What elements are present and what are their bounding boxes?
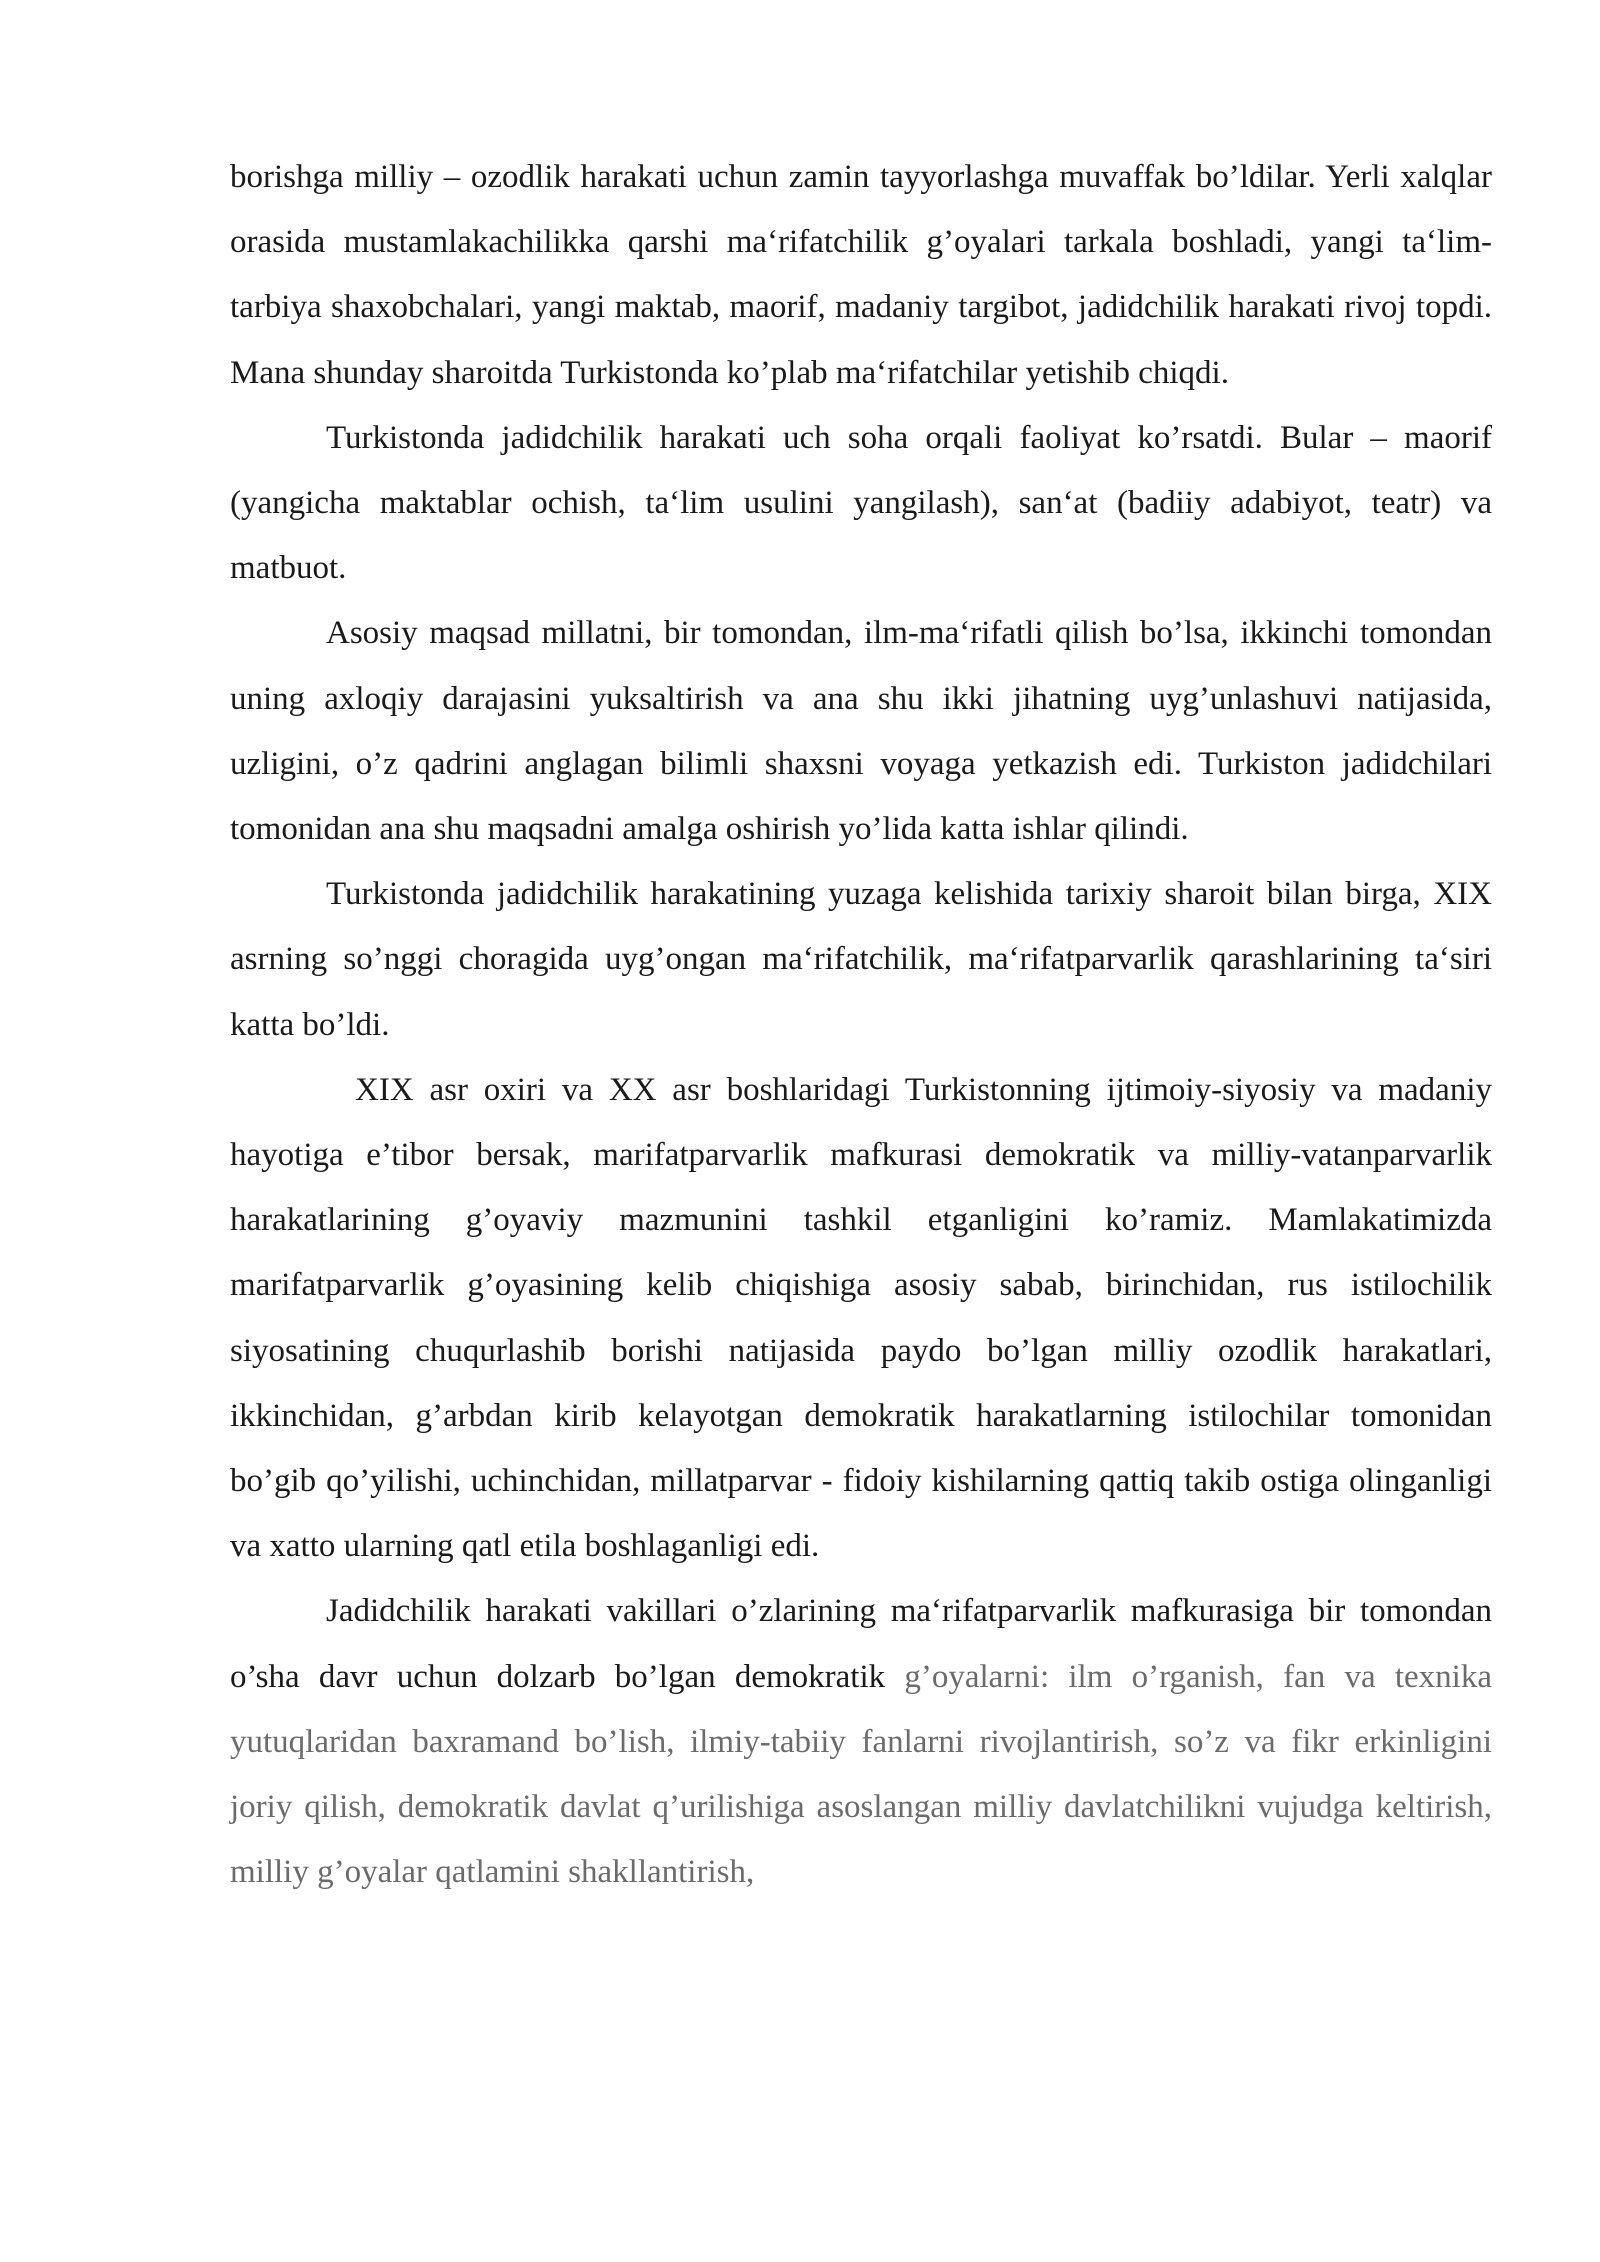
paragraph-1: borishga milliy – ozodlik harakati uchun zamin tayyorlashga muvaffak bo’ldilar. Yerli xalqlar orasida mustamlakachilikka qarshi maʻrifatchilik g’oyalari tarkala boshladi, yangi taʻlim-tarbiya shaxobchalari, yangi maktab, maorif, madaniy targibot, jadidchilik harakati rivoj topdi. Mana shunday sharoitda Turkistonda ko’plab maʻrifatchilar yetishib chiqdi. (230, 159, 1492, 391)
paragraph-5: XIX asr oxiri va XX asr boshlaridagi Turkistonning ijtimoiy-siyosiy va madaniy hayotiga e’tibor bersak, marifatparvarlik mafkurasi demokratik va milliy-vatanparvarlik harakatlarining g’oyaviy mazmunini tashkil etganligini ko’ramiz. Mamlakatimizda marifatparvarlik g’oyasining kelib chiqishiga asosiy sabab, birinchidan, rus istilochilik siyosatining chuqurlashib borishi natijasida paydo bo’lgan milliy ozodlik harakatlari, ikkinchidan, g’arbdan kirib kelayotgan demokratik harakatlarning istilochilar tomonidan bo’gib qo’yilishi, uchinchidan, millatparvar - fidoiy kishilarning qattiq takib ostiga olinganligi va xatto ularning qatl etila boshlaganligi edi. (230, 1071, 1492, 1565)
paragraph-4: Turkistonda jadidchilik harakatining yuzaga kelishida tarixiy sharoit bilan birga, XIX asrning so’nggi choragida uyg’ongan maʻrifatchilik, maʻrifatparvarlik qarashlarining taʻsiri katta bo’ldi. (230, 876, 1492, 1043)
paragraph-2: Turkistonda jadidchilik harakati uch soha orqali faoliyat ko’rsatdi. Bular – maorif (yangicha maktablar ochish, taʻlim usulini yangilash), sanʻat (badiiy adabiyot, teatr) va matbuot. (230, 419, 1492, 587)
paragraph-6 (230, 1579, 1492, 1905)
paragraph-3: Asosiy maqsad millatni, bir tomondan, ilm-maʻrifatli qilish bo’lsa, ikkinchi tomondan uning axloqiy darajasini yuksaltirish va ana shu ikki jihatning uyg’unlashuvi natijasida, uzligini, o’z qadrini anglagan bilimli shaxsni voyaga yetkazish edi. Turkiston jadidchilari tomonidan ana shu maqsadni amalga oshirish yo’lida katta ishlar qilindi. (230, 615, 1492, 848)
paragraph-6-gray-text: g’oyalarni: ilm o’rganish, fan va texnika yutuqlaridan baxramand bo’lish, ilmiy-tabiiy fanlarni rivojlantirish, so’z va fikr erkinligini joriy qilish, demokratik davlat q’urilishiga asoslangan milliy davlatchilikni vujudga keltirish, milliy g’oyalar qatlamini shakllantirish, (230, 1658, 1492, 1891)
document-body (230, 145, 1492, 1905)
paragraph-6-main-text: Jadidchilik harakati vakillari o’zlarining maʻrifatparvarlik mafkurasiga bir tomondan o’sha davr uchun dolzarb bo’lgan demokratik (230, 1593, 1492, 1695)
